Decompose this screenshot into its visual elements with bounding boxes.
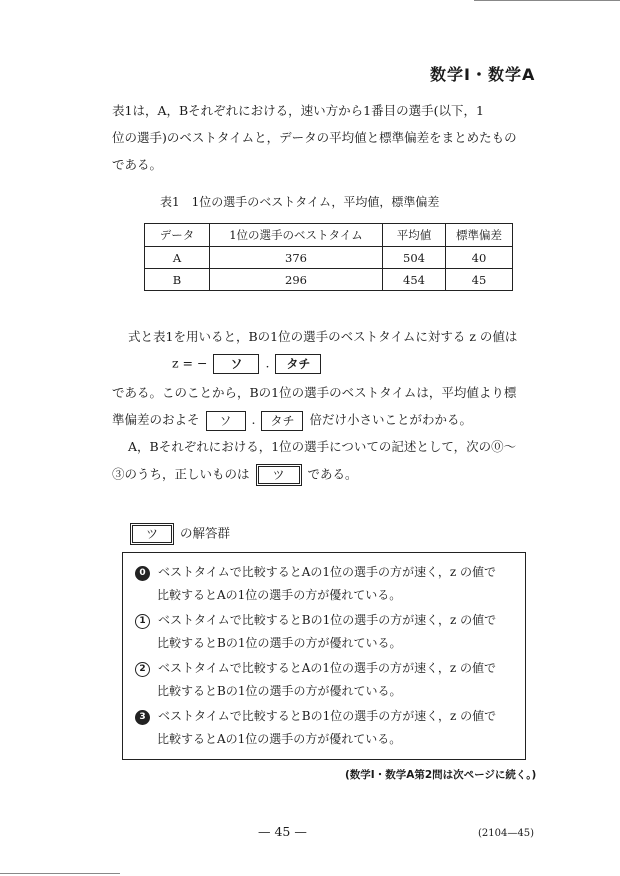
choice-text: 比較するとBの1位の選手の方が優れている。 xyxy=(157,684,402,698)
body-line: A，Bそれぞれにおける，1位の選手についての記述として，次の⓪～ xyxy=(128,439,517,454)
decimal-dot: . xyxy=(265,355,270,371)
z-equation xyxy=(172,354,323,374)
choice-text: 比較するとAの1位の選手の方が優れている。 xyxy=(157,732,402,746)
answer-box-tsu[interactable]: ツ xyxy=(130,523,174,545)
choice-item-2[interactable] xyxy=(135,657,521,703)
answer-box-tachi[interactable]: タチ xyxy=(275,354,321,374)
table-header-row xyxy=(145,224,513,247)
intro-paragraph xyxy=(112,97,522,178)
table-header-cell: 1位の選手のベストタイム xyxy=(210,224,383,247)
body-text: 準偏差のおよそ xyxy=(112,412,200,427)
table-cell: 454 xyxy=(383,269,446,291)
choice-number-icon: 0 xyxy=(135,566,150,581)
choice-text: ベストタイムで比較するとAの1位の選手の方が速く，z の値で xyxy=(158,661,496,675)
body-text: ③のうち，正しいものは xyxy=(112,466,250,482)
choice-number-icon: 3 xyxy=(135,710,150,725)
body-line: 式と表1を用いると，Bの1位の選手のベストタイムに対する z の値は xyxy=(128,329,518,344)
bottom-rule xyxy=(0,873,120,874)
table-cell: 45 xyxy=(446,269,513,291)
body-line xyxy=(112,410,472,431)
choice-item-3[interactable] xyxy=(135,705,521,751)
choice-item-1[interactable] xyxy=(135,609,521,655)
table-cell: 40 xyxy=(446,247,513,269)
table-cell: 296 xyxy=(210,269,383,291)
best-time-table xyxy=(144,223,513,291)
table-cell: 376 xyxy=(210,247,383,269)
intro-line: である。 xyxy=(112,157,163,172)
page-code: (2104—45) xyxy=(478,828,534,839)
decimal-dot: . xyxy=(251,412,256,427)
intro-line: 位の選手)のベストタイムと，データの平均値と標準偏差をまとめたもの xyxy=(112,130,517,145)
answer-box-so[interactable]: ソ xyxy=(206,411,246,431)
answer-box-tachi[interactable]: タチ xyxy=(261,411,303,431)
page-header: 数学Ⅰ・数学A xyxy=(430,65,536,84)
table-header-cell: データ xyxy=(145,224,210,247)
choice-text: ベストタイムで比較するとBの1位の選手の方が速く，z の値で xyxy=(158,709,497,723)
table-row xyxy=(145,269,513,291)
answer-box-so[interactable]: ソ xyxy=(213,354,259,374)
answer-group-label: の解答群 xyxy=(179,525,230,541)
body-text: である。 xyxy=(307,466,358,482)
choice-text: ベストタイムで比較するとAの1位の選手の方が速く，z の値で xyxy=(158,565,496,579)
table-header-cell: 平均値 xyxy=(383,224,446,247)
answer-group-heading xyxy=(128,523,230,545)
body-text: 倍だけ小さいことがわかる。 xyxy=(309,412,472,427)
intro-line: 表1は，A，Bそれぞれにおける，速い方から1番目の選手(以下，1 xyxy=(112,103,484,118)
choices-box xyxy=(122,552,526,760)
choice-item-0[interactable] xyxy=(135,561,521,607)
choice-text: 比較するとAの1位の選手の方が優れている。 xyxy=(157,588,402,602)
choice-text: ベストタイムで比較するとBの1位の選手の方が速く，z の値で xyxy=(158,613,497,627)
answer-box-tsu[interactable]: ツ xyxy=(256,464,302,486)
z-prefix: z = − xyxy=(172,355,208,371)
page-number: — 45 — xyxy=(258,824,307,839)
body-line xyxy=(112,464,358,486)
continuation-note: (数学Ⅰ・数学A第2問は次ページに続く。) xyxy=(345,769,537,781)
body-line: である。このことから，Bの1位の選手のベストタイムは，平均値より標 xyxy=(112,385,517,400)
table-cell: B xyxy=(145,269,210,291)
choice-number-icon: 1 xyxy=(135,614,150,629)
table-caption: 表1 1位の選手のベストタイム，平均値，標準偏差 xyxy=(160,195,440,209)
choice-text: 比較するとBの1位の選手の方が優れている。 xyxy=(157,636,402,650)
table-cell: A xyxy=(145,247,210,269)
top-rule xyxy=(474,0,620,1)
table-cell: 504 xyxy=(383,247,446,269)
table-header-cell: 標準偏差 xyxy=(446,224,513,247)
choice-number-icon: 2 xyxy=(135,662,150,677)
table-row xyxy=(145,247,513,269)
